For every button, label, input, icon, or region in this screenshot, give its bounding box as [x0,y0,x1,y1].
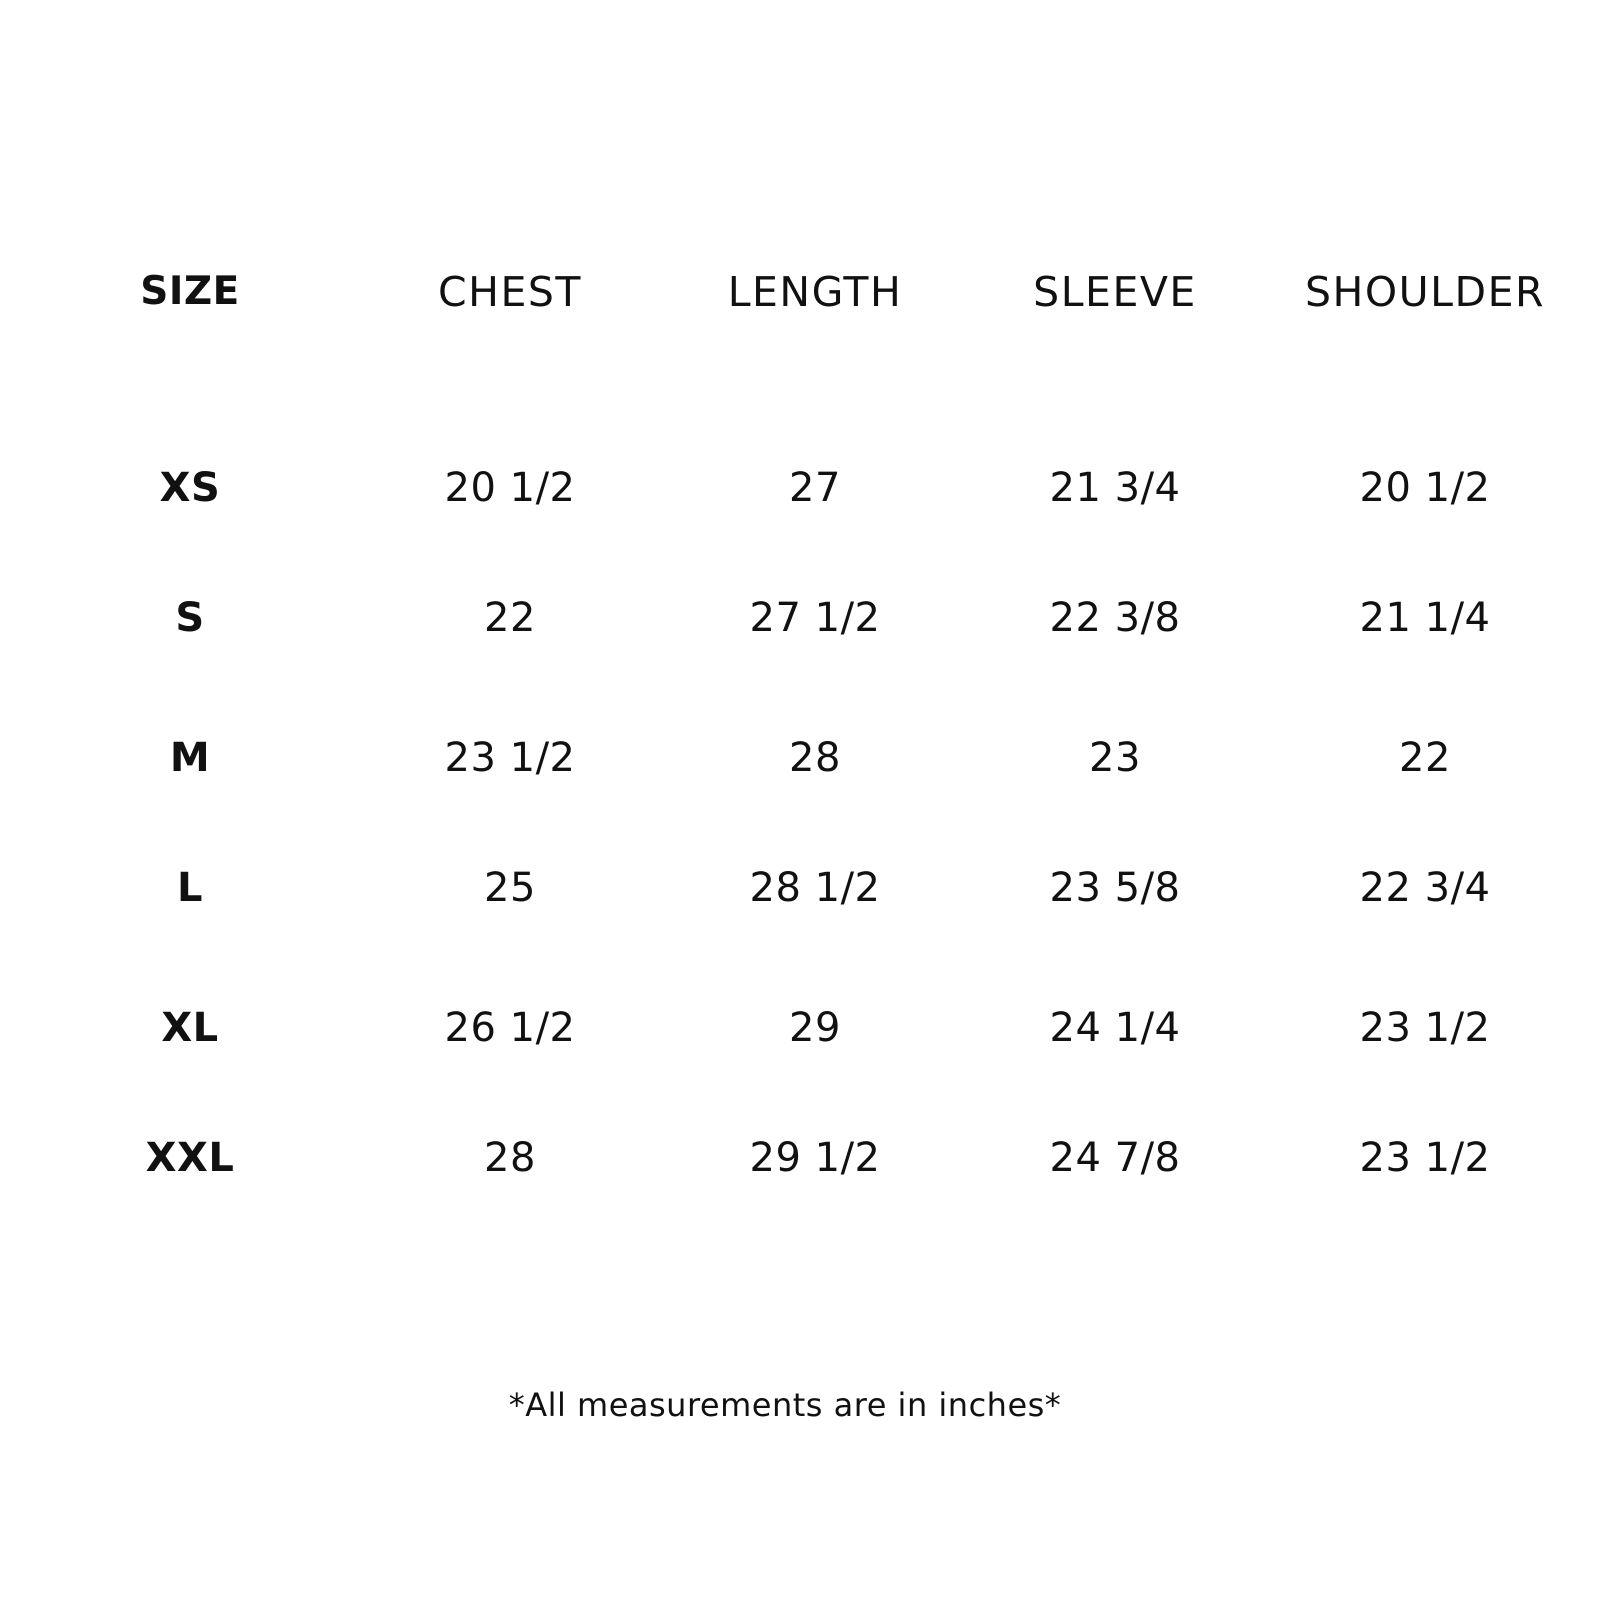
table-header-row [0,262,1600,322]
chest-value: 26 1/2 [444,1005,576,1051]
header-length: LENGTH [727,268,903,316]
shoulder-value: 22 3/4 [1359,865,1491,911]
measurement-footnote: *All measurements are in inches* [508,1386,1062,1424]
header-sleeve: SLEEVE [1033,268,1197,316]
length-value: 27 [789,465,841,511]
sleeve-value: 24 7/8 [1049,1135,1181,1181]
chest-value: 22 [484,595,536,641]
chest-value: 25 [484,865,536,911]
length-value: 29 1/2 [749,1135,881,1181]
size-label: S [175,595,205,641]
table-row [0,728,1600,788]
chest-value: 20 1/2 [444,465,576,511]
table-row [0,458,1600,518]
table-row [0,588,1600,648]
header-shoulder: SHOULDER [1305,268,1545,316]
length-value: 29 [789,1005,841,1051]
size-label: XXL [145,1135,235,1181]
chest-value: 28 [484,1135,536,1181]
shoulder-value: 23 1/2 [1359,1135,1491,1181]
sleeve-value: 24 1/4 [1049,1005,1181,1051]
chest-value: 23 1/2 [444,735,576,781]
length-value: 28 [789,735,841,781]
shoulder-value: 21 1/4 [1359,595,1491,641]
length-value: 27 1/2 [749,595,881,641]
sleeve-value: 22 3/8 [1049,595,1181,641]
length-value: 28 1/2 [749,865,881,911]
size-label: XS [159,465,221,511]
table-row [0,998,1600,1058]
sleeve-value: 21 3/4 [1049,465,1181,511]
table-row [0,1128,1600,1188]
header-size: SIZE [140,269,240,314]
size-label: M [169,735,211,781]
sleeve-value: 23 5/8 [1049,865,1181,911]
shoulder-value: 22 [1399,735,1451,781]
table-row [0,858,1600,918]
size-label: XL [161,1005,219,1051]
shoulder-value: 20 1/2 [1359,465,1491,511]
header-chest: CHEST [438,268,582,316]
sleeve-value: 23 [1089,735,1141,781]
size-label: L [177,865,203,911]
shoulder-value: 23 1/2 [1359,1005,1491,1051]
